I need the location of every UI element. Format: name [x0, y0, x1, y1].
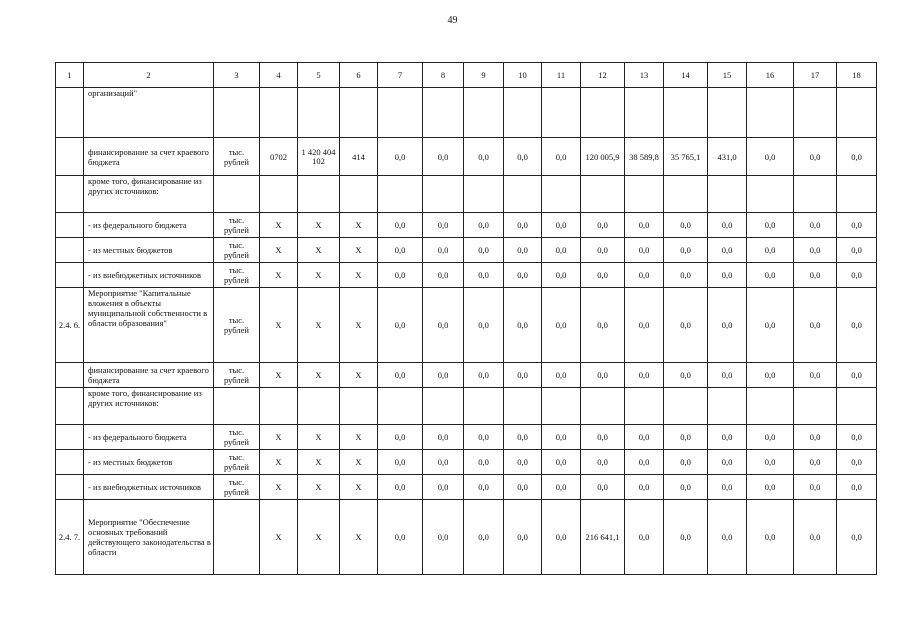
cell-col-8: 0,0 — [423, 238, 464, 263]
cell-col-12 — [581, 88, 625, 138]
cell-col-16: 0,0 — [747, 363, 794, 388]
cell-col-11: 0,0 — [542, 475, 581, 500]
cell-col-7: 0,0 — [378, 213, 423, 238]
cell-col-17: 0,0 — [794, 500, 837, 575]
cell-col-18: 0,0 — [837, 138, 877, 176]
cell-col-15: 0,0 — [708, 238, 747, 263]
cell-col-11: 0,0 — [542, 500, 581, 575]
cell-col-8: 0,0 — [423, 213, 464, 238]
table-body — [56, 88, 877, 575]
cell-col-3: тыс. рублей — [214, 138, 260, 176]
column-header-5: 5 — [298, 63, 340, 88]
cell-col-17 — [794, 388, 837, 425]
cell-col-9: 0,0 — [464, 213, 504, 238]
cell-col-1 — [56, 450, 84, 475]
cell-col-8 — [423, 176, 464, 213]
cell-col-7: 0,0 — [378, 263, 423, 288]
cell-col-12: 0,0 — [581, 263, 625, 288]
cell-col-13: 0,0 — [625, 450, 664, 475]
cell-col-5: X — [298, 450, 340, 475]
cell-col-16 — [747, 176, 794, 213]
cell-col-18: 0,0 — [837, 450, 877, 475]
column-header-12: 12 — [581, 63, 625, 88]
cell-col-2: - из местных бюджетов — [84, 238, 214, 263]
cell-col-17: 0,0 — [794, 138, 837, 176]
cell-col-11: 0,0 — [542, 425, 581, 450]
cell-col-2: финансирование за счет краевого бюджета — [84, 363, 214, 388]
cell-col-3: тыс. рублей — [214, 450, 260, 475]
cell-col-10: 0,0 — [504, 288, 542, 363]
cell-col-8: 0,0 — [423, 450, 464, 475]
cell-col-11 — [542, 388, 581, 425]
cell-col-11: 0,0 — [542, 138, 581, 176]
cell-col-13: 38 589,8 — [625, 138, 664, 176]
cell-col-10: 0,0 — [504, 450, 542, 475]
cell-col-8 — [423, 388, 464, 425]
cell-col-17: 0,0 — [794, 475, 837, 500]
cell-col-9: 0,0 — [464, 475, 504, 500]
cell-col-15: 0,0 — [708, 450, 747, 475]
cell-col-9: 0,0 — [464, 238, 504, 263]
cell-col-16: 0,0 — [747, 425, 794, 450]
column-header-15: 15 — [708, 63, 747, 88]
cell-col-14: 0,0 — [664, 500, 708, 575]
cell-col-12: 120 005,9 — [581, 138, 625, 176]
cell-col-10: 0,0 — [504, 138, 542, 176]
column-header-3: 3 — [214, 63, 260, 88]
cell-col-15: 0,0 — [708, 425, 747, 450]
cell-col-3: тыс. рублей — [214, 213, 260, 238]
cell-col-11: 0,0 — [542, 263, 581, 288]
cell-col-16: 0,0 — [747, 238, 794, 263]
table-row — [56, 475, 877, 500]
cell-col-5: X — [298, 475, 340, 500]
cell-col-10 — [504, 88, 542, 138]
cell-col-3: тыс. рублей — [214, 363, 260, 388]
cell-col-14: 0,0 — [664, 263, 708, 288]
cell-col-13 — [625, 88, 664, 138]
cell-col-14 — [664, 388, 708, 425]
cell-col-18: 0,0 — [837, 475, 877, 500]
cell-col-2: финансирование за счет краевого бюджета — [84, 138, 214, 176]
cell-col-10: 0,0 — [504, 363, 542, 388]
cell-col-10 — [504, 388, 542, 425]
cell-col-9 — [464, 88, 504, 138]
cell-col-12 — [581, 388, 625, 425]
cell-col-16: 0,0 — [747, 138, 794, 176]
cell-col-7 — [378, 388, 423, 425]
cell-col-2: - из внебюджетных источников — [84, 475, 214, 500]
cell-col-8: 0,0 — [423, 263, 464, 288]
cell-col-13: 0,0 — [625, 288, 664, 363]
cell-col-8: 0,0 — [423, 288, 464, 363]
cell-col-3: тыс. рублей — [214, 288, 260, 363]
cell-col-14: 0,0 — [664, 450, 708, 475]
cell-col-11: 0,0 — [542, 238, 581, 263]
cell-col-1 — [56, 88, 84, 138]
cell-col-10: 0,0 — [504, 213, 542, 238]
cell-col-1 — [56, 363, 84, 388]
cell-col-5: X — [298, 263, 340, 288]
cell-col-14 — [664, 176, 708, 213]
cell-col-5: X — [298, 500, 340, 575]
cell-col-4 — [260, 176, 298, 213]
cell-col-8: 0,0 — [423, 363, 464, 388]
cell-col-17 — [794, 176, 837, 213]
cell-col-10: 0,0 — [504, 500, 542, 575]
cell-col-6 — [340, 388, 378, 425]
cell-col-15 — [708, 88, 747, 138]
cell-col-6: X — [340, 450, 378, 475]
cell-col-10: 0,0 — [504, 263, 542, 288]
cell-col-16 — [747, 88, 794, 138]
cell-col-9: 0,0 — [464, 263, 504, 288]
cell-col-3: тыс. рублей — [214, 263, 260, 288]
cell-col-2: Мероприятие "Обеспечение основных требований действующего законодательства в области — [84, 500, 214, 575]
cell-col-15: 0,0 — [708, 363, 747, 388]
cell-col-18: 0,0 — [837, 213, 877, 238]
cell-col-8 — [423, 88, 464, 138]
cell-col-18: 0,0 — [837, 363, 877, 388]
cell-col-6: X — [340, 425, 378, 450]
cell-col-12: 0,0 — [581, 288, 625, 363]
cell-col-5: X — [298, 363, 340, 388]
column-header-13: 13 — [625, 63, 664, 88]
column-header-10: 10 — [504, 63, 542, 88]
cell-col-1 — [56, 475, 84, 500]
cell-col-6: X — [340, 288, 378, 363]
cell-col-12 — [581, 176, 625, 213]
cell-col-17: 0,0 — [794, 425, 837, 450]
cell-col-17: 0,0 — [794, 238, 837, 263]
table-row — [56, 138, 877, 176]
cell-col-18: 0,0 — [837, 288, 877, 363]
cell-col-2: Мероприятие "Капитальные вложения в объекты муниципальной собственности в области образования" — [84, 288, 214, 363]
cell-col-4: X — [260, 475, 298, 500]
cell-col-13 — [625, 388, 664, 425]
column-header-9: 9 — [464, 63, 504, 88]
cell-col-11: 0,0 — [542, 363, 581, 388]
cell-col-8: 0,0 — [423, 138, 464, 176]
cell-col-4: 0702 — [260, 138, 298, 176]
cell-col-10: 0,0 — [504, 238, 542, 263]
cell-col-9: 0,0 — [464, 500, 504, 575]
cell-col-10: 0,0 — [504, 475, 542, 500]
cell-col-13: 0,0 — [625, 238, 664, 263]
table-row — [56, 425, 877, 450]
cell-col-6: X — [340, 475, 378, 500]
cell-col-5: X — [298, 238, 340, 263]
cell-col-16: 0,0 — [747, 288, 794, 363]
cell-col-17: 0,0 — [794, 213, 837, 238]
cell-col-6: X — [340, 363, 378, 388]
table-row — [56, 176, 877, 213]
cell-col-15 — [708, 388, 747, 425]
cell-col-14: 0,0 — [664, 363, 708, 388]
cell-col-13 — [625, 176, 664, 213]
cell-col-5: X — [298, 288, 340, 363]
cell-col-13: 0,0 — [625, 475, 664, 500]
cell-col-8: 0,0 — [423, 500, 464, 575]
cell-col-16 — [747, 388, 794, 425]
column-header-4: 4 — [260, 63, 298, 88]
cell-col-8: 0,0 — [423, 425, 464, 450]
cell-col-3 — [214, 176, 260, 213]
cell-col-9 — [464, 388, 504, 425]
cell-col-15: 0,0 — [708, 475, 747, 500]
cell-col-7: 0,0 — [378, 138, 423, 176]
cell-col-18: 0,0 — [837, 238, 877, 263]
column-header-16: 16 — [747, 63, 794, 88]
cell-col-6: X — [340, 213, 378, 238]
cell-col-10 — [504, 176, 542, 213]
cell-col-12: 0,0 — [581, 475, 625, 500]
cell-col-13: 0,0 — [625, 213, 664, 238]
cell-col-18 — [837, 88, 877, 138]
cell-col-3: тыс. рублей — [214, 475, 260, 500]
cell-col-11 — [542, 88, 581, 138]
cell-col-2: - из местных бюджетов — [84, 450, 214, 475]
cell-col-15: 431,0 — [708, 138, 747, 176]
cell-col-14 — [664, 88, 708, 138]
table-row — [56, 363, 877, 388]
cell-col-6: 414 — [340, 138, 378, 176]
cell-col-3 — [214, 500, 260, 575]
cell-col-13: 0,0 — [625, 263, 664, 288]
cell-col-9 — [464, 176, 504, 213]
cell-col-9: 0,0 — [464, 450, 504, 475]
cell-col-11: 0,0 — [542, 213, 581, 238]
cell-col-14: 0,0 — [664, 213, 708, 238]
cell-col-14: 0,0 — [664, 425, 708, 450]
cell-col-17: 0,0 — [794, 450, 837, 475]
cell-col-17: 0,0 — [794, 288, 837, 363]
cell-col-4: X — [260, 238, 298, 263]
cell-col-5: 1 420 404 102 — [298, 138, 340, 176]
table-row — [56, 238, 877, 263]
table-row — [56, 500, 877, 575]
cell-col-16: 0,0 — [747, 263, 794, 288]
cell-col-7: 0,0 — [378, 238, 423, 263]
cell-col-5: X — [298, 213, 340, 238]
cell-col-13: 0,0 — [625, 425, 664, 450]
table-row — [56, 388, 877, 425]
cell-col-18: 0,0 — [837, 500, 877, 575]
cell-col-4: X — [260, 288, 298, 363]
cell-col-7 — [378, 176, 423, 213]
cell-col-8: 0,0 — [423, 475, 464, 500]
cell-col-2: кроме того, финансирование из других источников: — [84, 176, 214, 213]
cell-col-15: 0,0 — [708, 213, 747, 238]
cell-col-5 — [298, 176, 340, 213]
cell-col-5 — [298, 388, 340, 425]
cell-col-7: 0,0 — [378, 363, 423, 388]
cell-col-12: 0,0 — [581, 363, 625, 388]
cell-col-2: - из федерального бюджета — [84, 213, 214, 238]
cell-col-16: 0,0 — [747, 500, 794, 575]
cell-col-18: 0,0 — [837, 425, 877, 450]
cell-col-14: 0,0 — [664, 288, 708, 363]
cell-col-9: 0,0 — [464, 425, 504, 450]
table-row — [56, 263, 877, 288]
cell-col-16: 0,0 — [747, 213, 794, 238]
cell-col-7: 0,0 — [378, 500, 423, 575]
cell-col-1 — [56, 388, 84, 425]
cell-col-1 — [56, 176, 84, 213]
cell-col-2: - из федерального бюджета — [84, 425, 214, 450]
cell-col-11: 0,0 — [542, 288, 581, 363]
column-header-14: 14 — [664, 63, 708, 88]
cell-col-9: 0,0 — [464, 138, 504, 176]
cell-col-18 — [837, 176, 877, 213]
table-row — [56, 213, 877, 238]
column-header-8: 8 — [423, 63, 464, 88]
cell-col-2: организаций" — [84, 88, 214, 138]
cell-col-7: 0,0 — [378, 450, 423, 475]
cell-col-1: 2.4. 6. — [56, 288, 84, 363]
cell-col-17: 0,0 — [794, 263, 837, 288]
cell-col-1 — [56, 425, 84, 450]
column-header-17: 17 — [794, 63, 837, 88]
cell-col-4 — [260, 388, 298, 425]
cell-col-1 — [56, 263, 84, 288]
cell-col-12: 0,0 — [581, 425, 625, 450]
cell-col-4: X — [260, 450, 298, 475]
cell-col-6: X — [340, 238, 378, 263]
cell-col-18: 0,0 — [837, 263, 877, 288]
cell-col-7: 0,0 — [378, 475, 423, 500]
cell-col-17 — [794, 88, 837, 138]
cell-col-2: кроме того, финансирование из других источников: — [84, 388, 214, 425]
cell-col-5: X — [298, 425, 340, 450]
cell-col-7 — [378, 88, 423, 138]
column-header-11: 11 — [542, 63, 581, 88]
column-header-2: 2 — [84, 63, 214, 88]
cell-col-13: 0,0 — [625, 500, 664, 575]
header-row — [56, 63, 877, 88]
cell-col-3 — [214, 88, 260, 138]
cell-col-16: 0,0 — [747, 450, 794, 475]
cell-col-17: 0,0 — [794, 363, 837, 388]
cell-col-14: 35 765,1 — [664, 138, 708, 176]
cell-col-11 — [542, 176, 581, 213]
cell-col-9: 0,0 — [464, 288, 504, 363]
cell-col-4: X — [260, 500, 298, 575]
cell-col-4 — [260, 88, 298, 138]
column-header-1: 1 — [56, 63, 84, 88]
cell-col-16: 0,0 — [747, 475, 794, 500]
cell-col-13: 0,0 — [625, 363, 664, 388]
cell-col-14: 0,0 — [664, 475, 708, 500]
cell-col-15 — [708, 176, 747, 213]
cell-col-14: 0,0 — [664, 238, 708, 263]
cell-col-12: 0,0 — [581, 238, 625, 263]
cell-col-4: X — [260, 425, 298, 450]
cell-col-4: X — [260, 363, 298, 388]
budget-table — [55, 62, 877, 575]
cell-col-7: 0,0 — [378, 425, 423, 450]
cell-col-4: X — [260, 263, 298, 288]
cell-col-6 — [340, 176, 378, 213]
cell-col-1 — [56, 138, 84, 176]
cell-col-6 — [340, 88, 378, 138]
cell-col-3: тыс. рублей — [214, 425, 260, 450]
cell-col-18 — [837, 388, 877, 425]
cell-col-3 — [214, 388, 260, 425]
cell-col-5 — [298, 88, 340, 138]
cell-col-4: X — [260, 213, 298, 238]
cell-col-9: 0,0 — [464, 363, 504, 388]
cell-col-10: 0,0 — [504, 425, 542, 450]
cell-col-11: 0,0 — [542, 450, 581, 475]
cell-col-12: 216 641,1 — [581, 500, 625, 575]
table-row — [56, 450, 877, 475]
column-header-7: 7 — [378, 63, 423, 88]
cell-col-12: 0,0 — [581, 213, 625, 238]
cell-col-15: 0,0 — [708, 500, 747, 575]
cell-col-6: X — [340, 263, 378, 288]
cell-col-1: 2.4. 7. — [56, 500, 84, 575]
cell-col-6: X — [340, 500, 378, 575]
cell-col-3: тыс. рублей — [214, 238, 260, 263]
table-row — [56, 288, 877, 363]
column-header-6: 6 — [340, 63, 378, 88]
cell-col-15: 0,0 — [708, 288, 747, 363]
column-header-18: 18 — [837, 63, 877, 88]
cell-col-1 — [56, 213, 84, 238]
page-number: 49 — [447, 15, 458, 26]
cell-col-1 — [56, 238, 84, 263]
table-row — [56, 88, 877, 138]
cell-col-15: 0,0 — [708, 263, 747, 288]
cell-col-2: - из внебюджетных источников — [84, 263, 214, 288]
cell-col-7: 0,0 — [378, 288, 423, 363]
cell-col-12: 0,0 — [581, 450, 625, 475]
